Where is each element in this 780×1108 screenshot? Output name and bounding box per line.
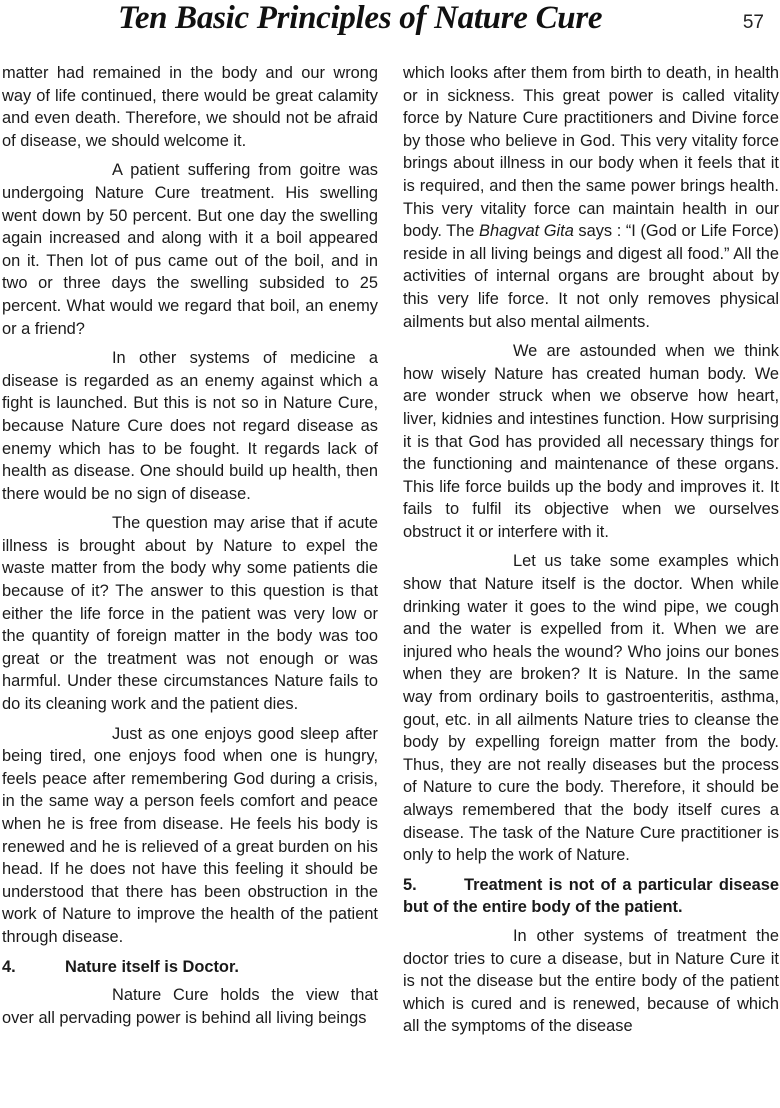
paragraph bbox=[403, 62, 779, 333]
section-title: Treatment is not of a particular disease but of the entire body of the patient. bbox=[403, 875, 779, 917]
page-number: 57 bbox=[742, 12, 764, 33]
paragraph: Let us take some examples which show that Nature itself is the doctor. When while drinking water it goes to the wind pipe, we cough and the water is expelled from it. When we are injured who heals the wound? Who joins our bones when they are broken? It is Nature. In the same way from ordinary boils to gastroenteritis, asthma, gout, etc. in all ailments Nature tries to cleanse the body by expelling foreign matter from the body. Thus, they are not really diseases but the process of Nature to cure the body. Therefore, it should be always remembered that the body itself cures a disease. The task of the Nature Cure practitioner is only to help the work of Nature. bbox=[403, 552, 779, 865]
paragraph: A patient suffering from goitre was undergoing Nature Cure treatment. His swelling went down by 50 percent. But one day the swelling again increased and along with it a boil appeared on it. Then lot of pus came out of the boil, and in two or three days the swelling subsided to 25 percent. What would we regard that boil, an enemy or a friend? bbox=[2, 161, 378, 338]
paragraph-text: says : “I (God or Life Force) reside in all living beings and digest all food.” All the activities of internal organs are brought about by this very life force. It not only removes physical ailments but also mental ailments. bbox=[403, 222, 779, 331]
paragraph-text: which looks after them from birth to death, in health or in sickness. This great power is called vitality force by Nature Cure practitioners and Divine force by those who believe in God. This very vitality force brings about illness in our body when it feels that it is required, and then the same power brings health. This very vitality force can maintain health in our body. The bbox=[403, 64, 779, 241]
paragraph: matter had remained in the body and our wrong way of life continued, there would be great calamity and even death. Therefore, we should not be afraid of disease, we should welcome it. bbox=[2, 64, 378, 150]
section-number: 5. bbox=[403, 875, 417, 894]
paragraph: In other systems of medicine a disease is regarded as an enemy against which a fight is launched. But this is not so in Nature Cure, because Nature Cure does not regard disease as enemy which has to be fought. It regards lack of health as disease. One should build up health, then there would be no sign of disease. bbox=[2, 349, 378, 503]
section-title: Nature itself is Doctor. bbox=[65, 957, 239, 976]
section-number: 4. bbox=[2, 957, 16, 976]
section-heading-5 bbox=[403, 874, 779, 919]
paragraph: Nature Cure holds the view that over all pervading power is behind all living beings bbox=[2, 986, 378, 1027]
book-title: Bhagvat Gita bbox=[479, 222, 574, 241]
paragraph: In other systems of treatment the doctor tries to cure a disease, but in Nature Cure it is not the disease but the entire body of the patient which is cured and is renewed, because of which all the symptoms of the disease bbox=[403, 926, 779, 1036]
running-title: Ten Basic Principles of Nature Cure bbox=[118, 0, 603, 36]
right-column bbox=[403, 62, 779, 1045]
paragraph: We are astounded when we think how wisely Nature has created human body. We are wonder struck when we observe how heart, liver, kidnies and intestines function. How surprising it is that God has provided all necessary things for the functioning and maintenance of these organs. This life force builds up the body and improves it. It fails to fulfil its objective when we ourselves obstruct it or interfere with it. bbox=[403, 342, 779, 541]
page-header bbox=[0, 0, 780, 44]
paragraph: The question may arise that if acute illness is brought about by Nature to expel the waste matter from the body why some patients die because of it? The answer to this question is that either the life force in the patient was very low or the quantity of foreign matter in the body was too great or the treatment was not enough or was harmful. Under these circumstances Nature fails to do its cleaning work and the patient dies. bbox=[2, 514, 378, 714]
left-column bbox=[2, 62, 378, 1036]
paragraph: Just as one enjoys good sleep after being tired, one enjoys food when one is hungry, feels peace after remembering God during a crisis, in the same way a person feels comfort and peace when he is free from disease. He feels his body is renewed and he is relieved of a great burden on his head. If he does not have this feeling it should be understood that there has been obstruction in the work of Nature to improve the health of the patient through disease. bbox=[2, 724, 378, 946]
section-heading-4 bbox=[2, 956, 378, 979]
